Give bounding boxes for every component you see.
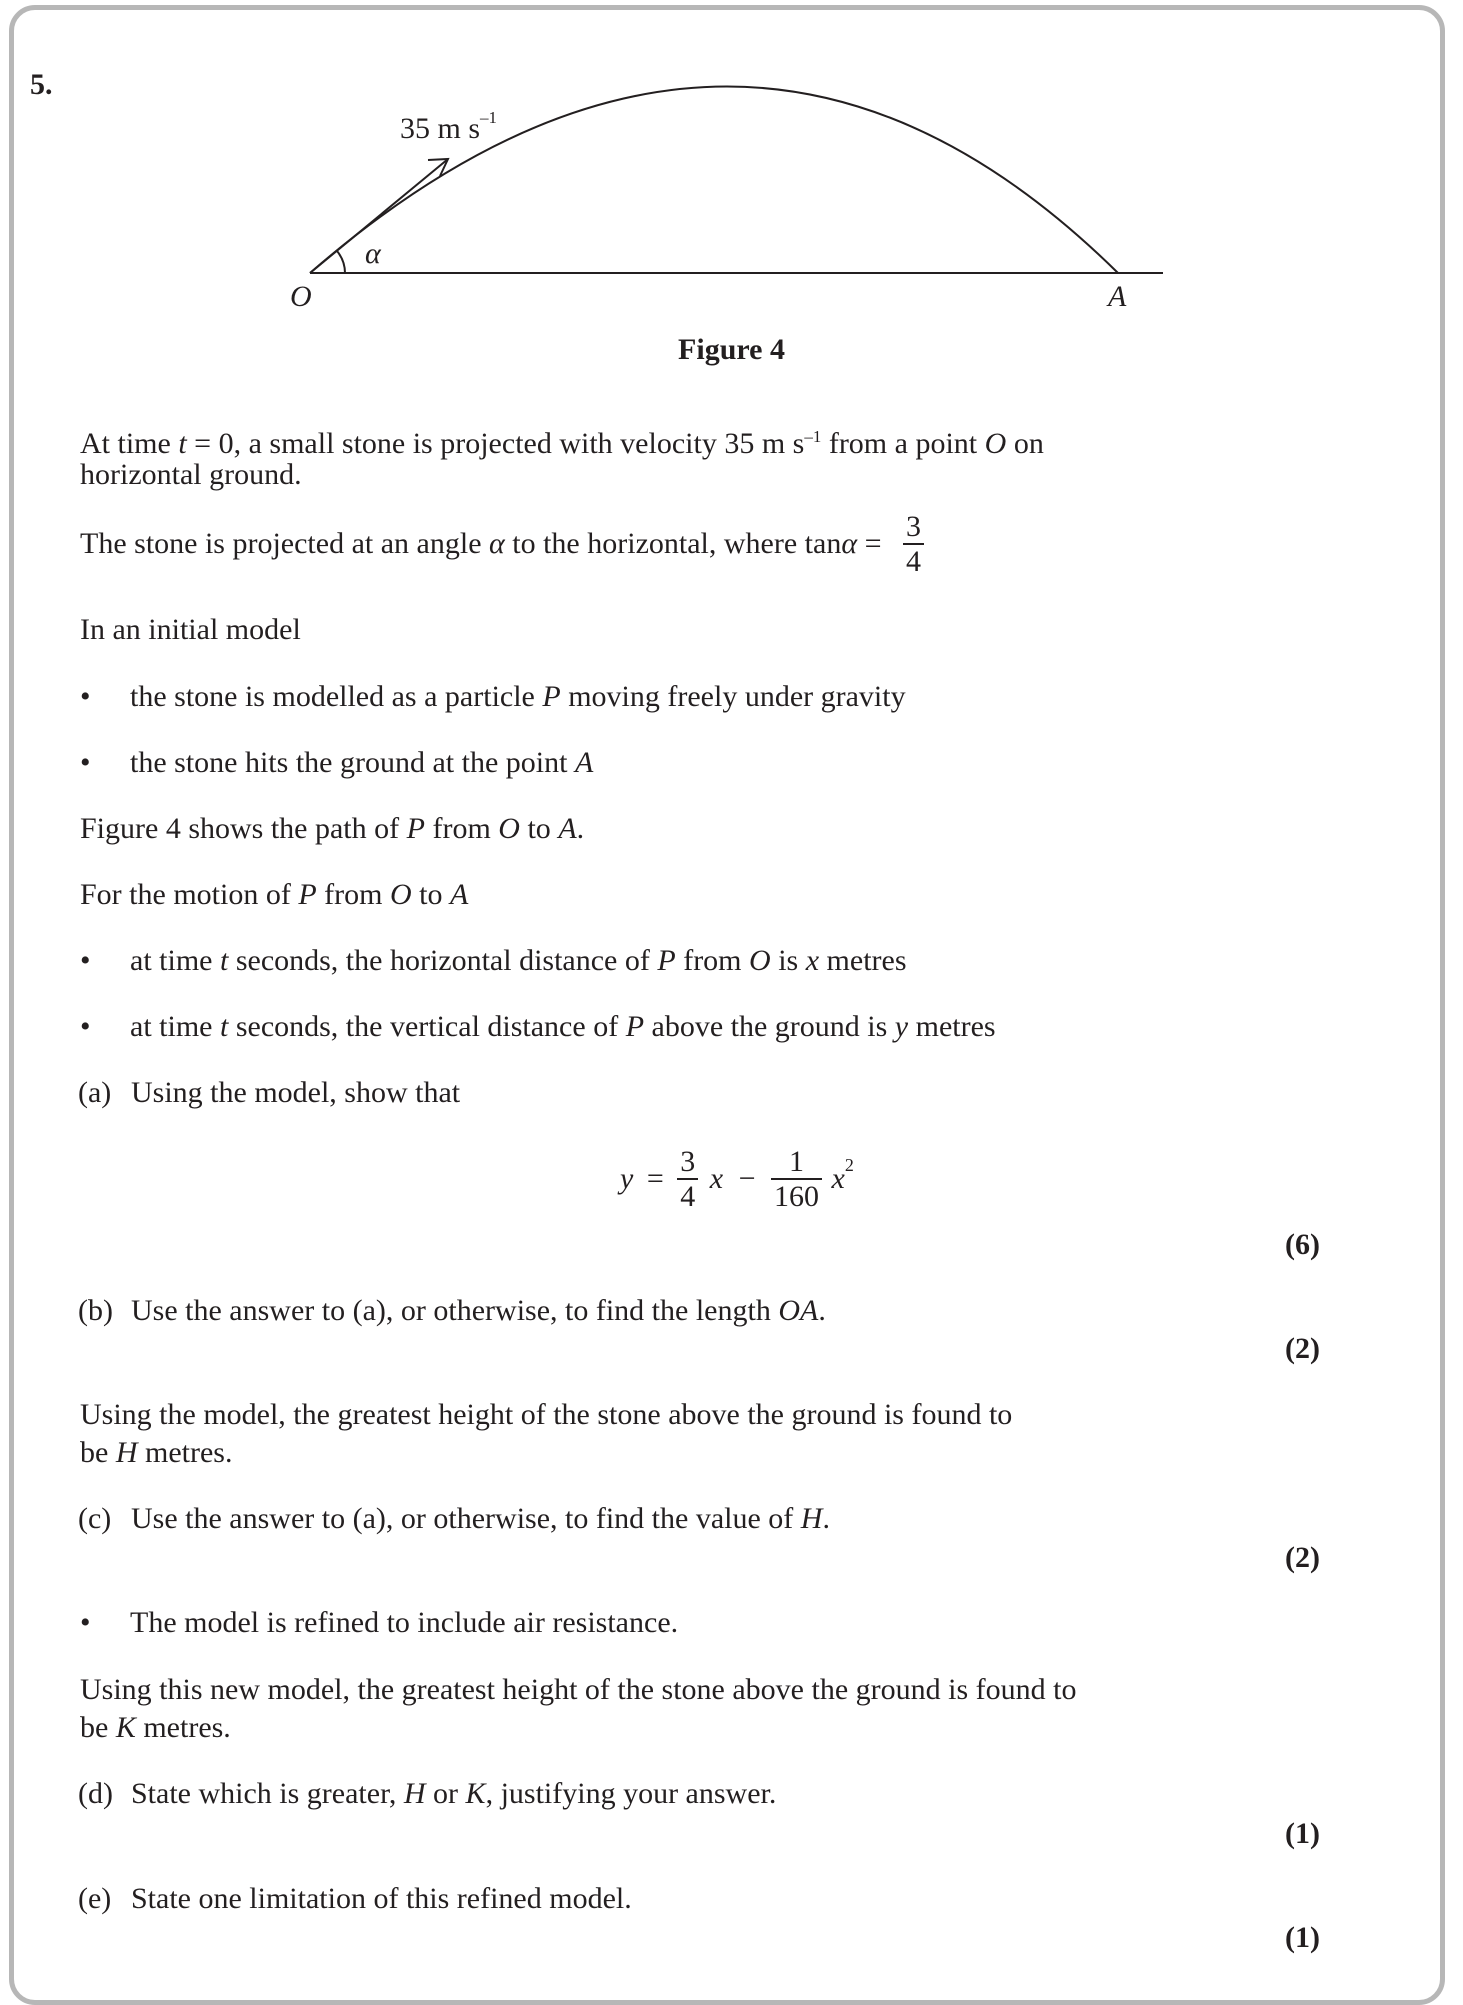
angle-alpha-label: α [365, 237, 381, 270]
point-a-label: A [1108, 280, 1127, 313]
greatest-height-k-line-2: be K metres. [80, 1711, 231, 1744]
point-o-label: O [290, 280, 312, 313]
eq-fraction-2: $\frac{1}{160}$ [771, 1145, 822, 1213]
figure-caption: Figure 4 [678, 333, 785, 366]
part-e: (e) State one limitation of this refined model. [78, 1882, 632, 1915]
motion-text: For the motion of P from O to A [80, 878, 469, 911]
marks-d: (1) [1285, 1817, 1320, 1850]
question-number: 5. [30, 68, 53, 101]
eq-fraction-1: $\frac{3}{4}$ [677, 1145, 698, 1213]
marks-b: (2) [1285, 1332, 1320, 1365]
marks-e: (1) [1285, 1921, 1320, 1954]
marks-a: (6) [1285, 1228, 1320, 1261]
part-c: (c) Use the answer to (a), or otherwise, to find the value of H. [78, 1502, 830, 1535]
intro-line-1: At time t = 0, a small stone is projected with velocity 35 m $s^{-1}$ from a point O on [80, 427, 1044, 460]
intro-line-2: horizontal ground. [80, 458, 302, 491]
part-d: (d) State which is greater, H or K, justifying your answer. [78, 1777, 777, 1810]
greatest-height-h-line-2: be H metres. [80, 1436, 233, 1469]
initial-model-text: In an initial model [80, 613, 301, 646]
marks-c: (2) [1285, 1541, 1320, 1574]
part-a: (a) Using the model, show that [78, 1076, 461, 1109]
tan-fraction: $\frac{3}{4}$ [903, 510, 924, 578]
angle-line: The stone is projected at an angle α to the horizontal, where tanα = $\frac{3}{4}$ [80, 510, 924, 578]
angle-arc [337, 251, 345, 273]
projectile-diagram [0, 0, 1463, 320]
speed-label: 35 m $s^{-1}$ [400, 108, 498, 145]
greatest-height-k-line-1: Using this new model, the greatest height of the stone above the ground is found to [80, 1673, 1077, 1706]
trajectory-equation: y = $\frac{3}{4}$ x − $\frac{1}{160}$ $x^2$ [620, 1145, 854, 1213]
figure-path-text: Figure 4 shows the path of P from O to A. [80, 812, 585, 845]
greatest-height-h-line-1: Using the model, the greatest height of the stone above the ground is found to [80, 1398, 1013, 1431]
part-b: (b) Use the answer to (a), or otherwise, to find the length OA. [78, 1294, 826, 1327]
